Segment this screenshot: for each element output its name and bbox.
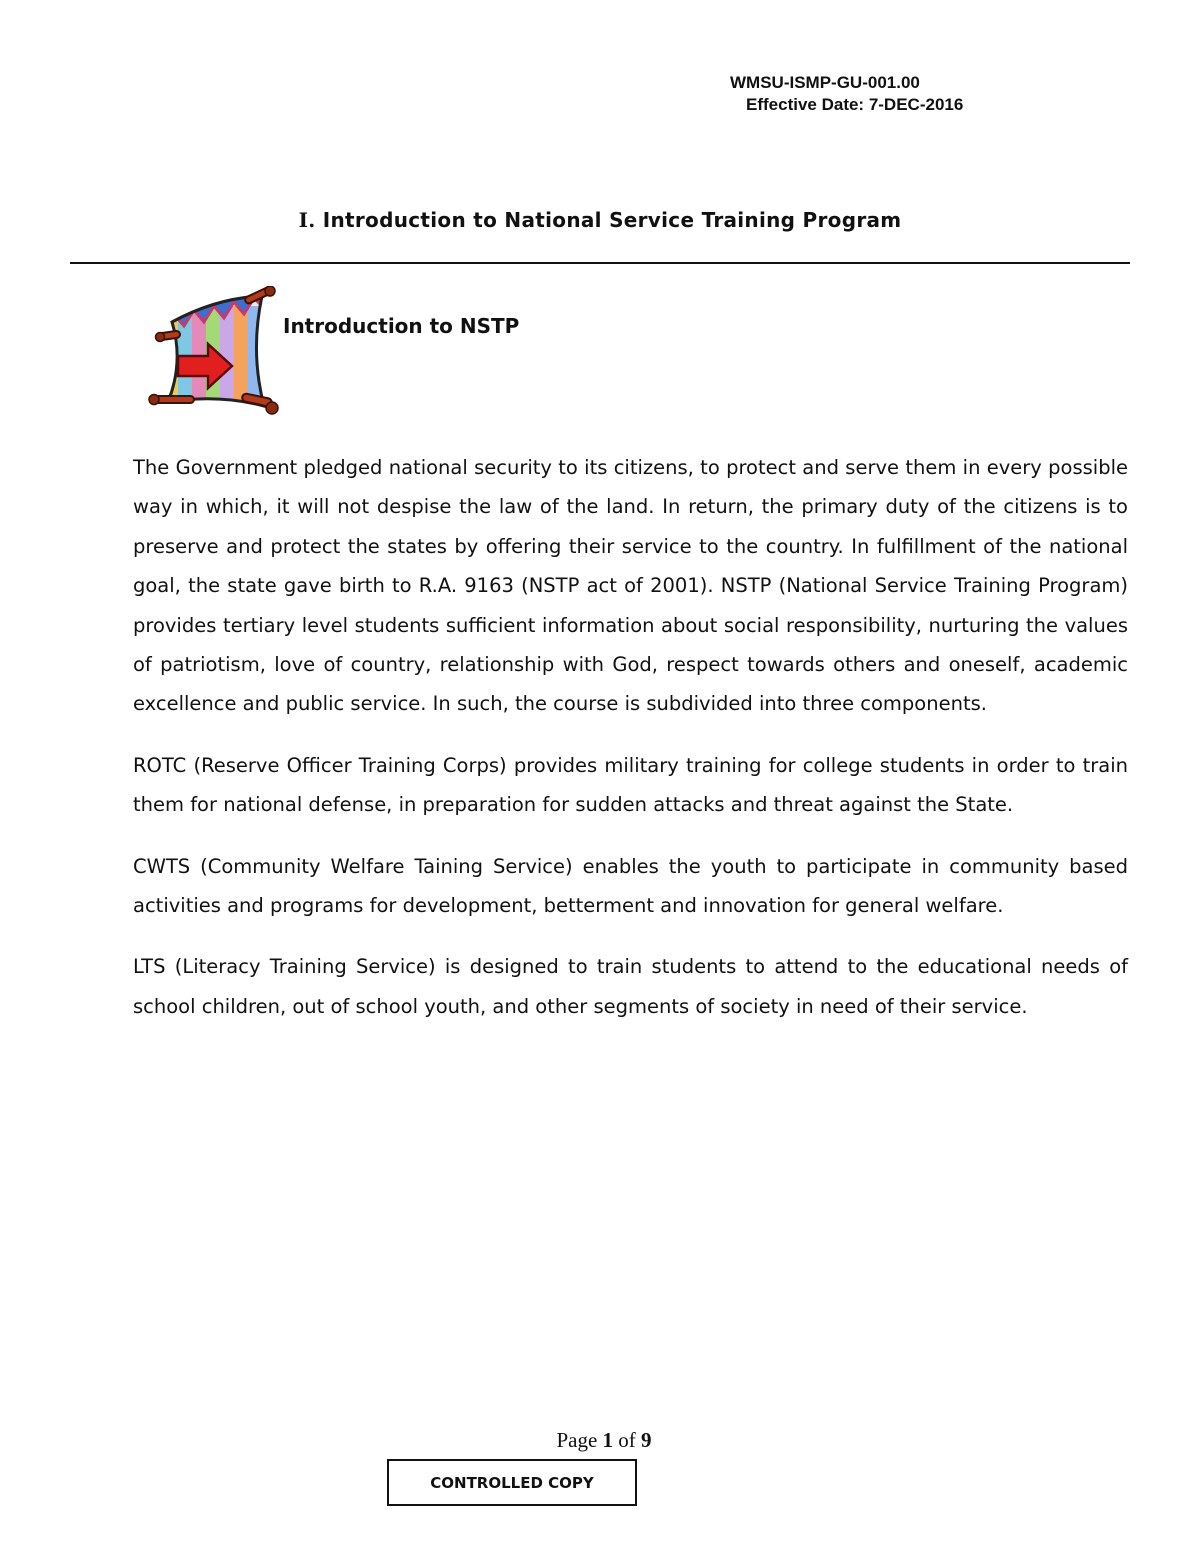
page-number — [0, 1428, 1200, 1453]
controlled-copy-stamp — [387, 1459, 637, 1506]
scroll-arrow-icon — [144, 286, 280, 422]
section-numeral: I. — [298, 208, 316, 232]
intro-heading: Introduction to NSTP — [283, 314, 520, 338]
section-title — [0, 208, 1200, 232]
page-of: of — [618, 1428, 636, 1452]
paragraph-rotc: ROTC (Reserve Officer Training Corps) provides military training for college students in order to train them for national defense, in preparation for sudden attacks and threat against the State. — [133, 753, 1128, 817]
page-current: 1 — [602, 1428, 614, 1452]
title-divider — [70, 262, 1130, 264]
paragraph-cwts: CWTS (Community Welfare Taining Service) enables the youth to participate in community based activities and programs for development, betterment and innovation for general welfare. — [133, 854, 1128, 918]
body-content — [133, 448, 1128, 1048]
page-total: 9 — [641, 1428, 652, 1452]
page-word: Page — [556, 1428, 598, 1452]
document-header — [700, 72, 1000, 116]
effective-date: Effective Date: 7-DEC-2016 — [746, 95, 964, 114]
controlled-copy-label: CONTROLLED COPY — [430, 1473, 594, 1492]
document-code: WMSU-ISMP-GU-001.00 — [730, 73, 920, 92]
section-title-text: Introduction to National Service Training Program — [322, 208, 902, 232]
paragraph-lts: LTS (Literacy Training Service) is designed to train students to attend to the educational needs of school children, out of school youth, and other segments of society in need of their service. — [133, 955, 1128, 1018]
paragraph-government: The Government pledged national security to its citizens, to protect and serve them in every possible way in which, it will not despise the law of the land. In return, the primary duty of the citizens is to preserve and protect the states by offering their service to the country. In fulfillment of the national goal, the state gave birth to R.A. 9163 (NSTP act of 2001). NSTP (National Service Training Program) provides tertiary level students sufficient information about social responsibility, nurturing the values of patriotism, love of country, relationship with God, respect towards others and oneself, academic excellence and public service. In such, the course is subdivided into three components. — [133, 456, 1128, 716]
